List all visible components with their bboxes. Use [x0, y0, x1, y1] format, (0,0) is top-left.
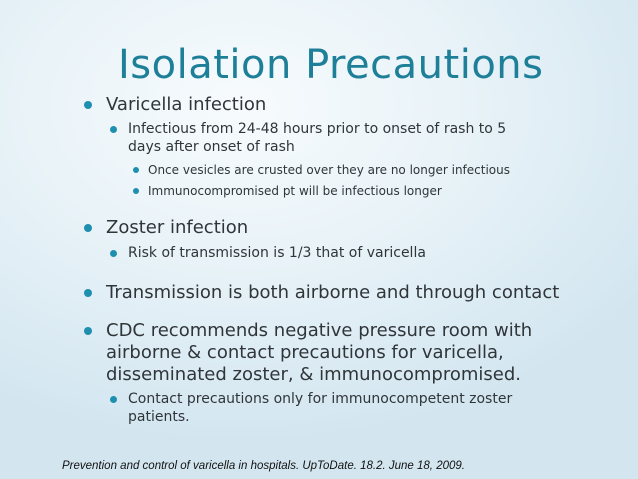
citation-footer: Prevention and control of varicella in hospitals. UpToDate. 18.2. June 18, 2009.	[62, 460, 465, 472]
bullet-dot	[110, 396, 117, 403]
bullet-text: Infectious from 24-48 hours prior to onset of rash to 5	[128, 121, 507, 137]
bullet-immunocompromised	[148, 183, 442, 199]
bullet-contact	[128, 390, 512, 408]
bullet-vesicles-crusted	[148, 162, 510, 178]
bullet-cdc-cont-2	[106, 364, 521, 386]
bullet-varicella-infectious-cont	[128, 138, 295, 156]
bullet-dot	[84, 101, 92, 109]
slide-title: Isolation Precautions	[118, 42, 544, 88]
bullet-text: days after onset of rash	[128, 139, 295, 155]
bullet-text: CDC recommends negative pressure room with	[106, 320, 533, 341]
bullet-text: disseminated zoster, & immunocompromised.	[106, 364, 522, 385]
bullet-dot	[110, 126, 117, 133]
bullet-dot	[84, 327, 92, 335]
bullet-zoster	[106, 217, 248, 239]
bullet-dot	[133, 167, 139, 173]
bullet-dot	[133, 188, 139, 194]
bullet-cdc	[106, 320, 532, 342]
bullet-contact-cont	[128, 408, 190, 426]
bullet-dot	[84, 224, 92, 232]
bullet-text: Contact precautions only for immunocompetent zoster	[128, 391, 513, 407]
bullet-text: patients.	[128, 409, 190, 425]
bullet-dot	[84, 289, 92, 297]
bullet-text: Varicella infection	[106, 94, 267, 115]
bullet-zoster-risk	[128, 244, 426, 262]
bullet-text: Immunocompromised pt will be infectious longer	[148, 184, 442, 198]
bullet-text: Once vesicles are crusted over they are no longer infectious	[148, 163, 511, 177]
bullet-varicella	[106, 94, 266, 116]
bullet-varicella-infectious	[128, 120, 506, 138]
bullet-dot	[110, 250, 117, 257]
bullet-text: airborne & contact precautions for varicella,	[106, 342, 504, 363]
bullet-text: Zoster infection	[106, 217, 249, 238]
bullet-text: Risk of transmission is 1/3 that of varicella	[128, 245, 426, 261]
bullet-text: Transmission is both airborne and through contact	[106, 282, 560, 303]
bullet-transmission	[106, 282, 559, 304]
bullet-cdc-cont-1	[106, 342, 504, 364]
